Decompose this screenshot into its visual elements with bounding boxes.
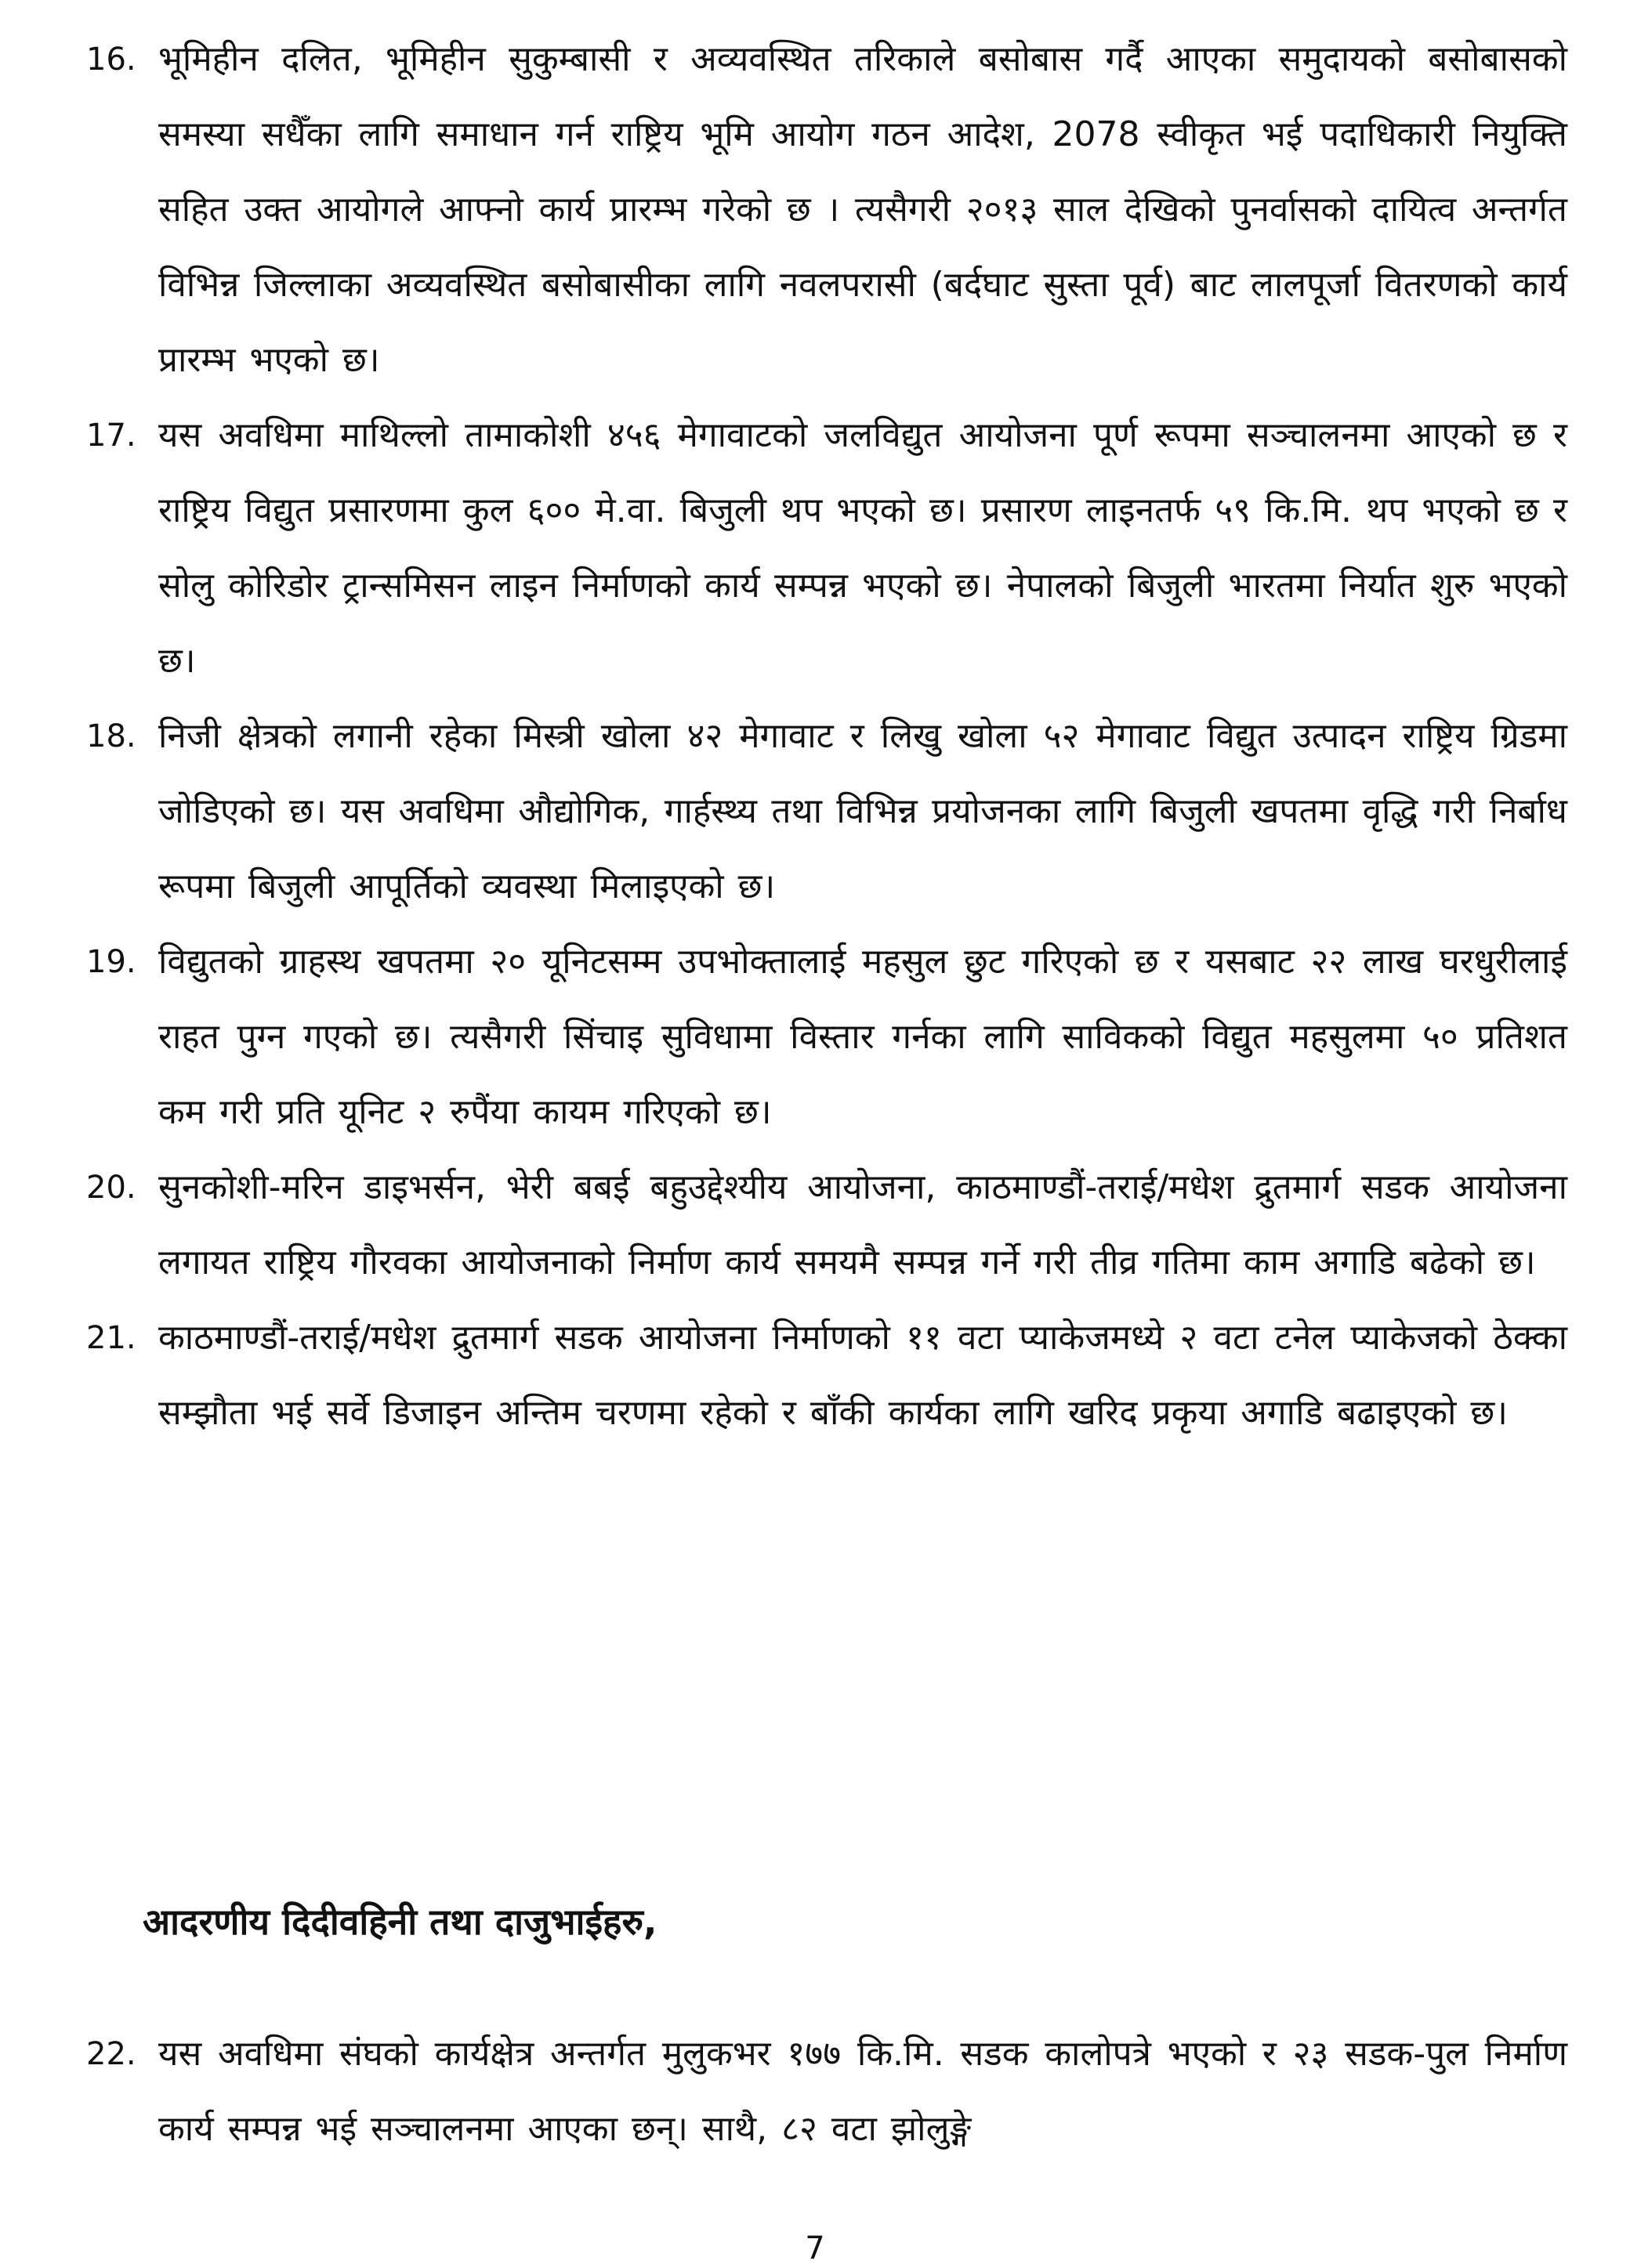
paragraph-text: काठमाण्डौं-तराई/मधेश द्रुतमार्ग सडक आयोजना निर्माणको ११ वटा प्याकेजमध्ये २ वटा टनेल प्याकेजको ठेक्का सम्झौता भई सर्वे डिजाइन अन्तिम चरणमा रहेको र बाँकी कार्यका लागि खरिद प्रकृया अगाडि बढाइएको छ। xyxy=(158,1318,1567,1433)
page-number: 7 xyxy=(805,2230,825,2266)
paragraph-number: 22. xyxy=(86,2036,136,2072)
paragraph-20 xyxy=(86,1150,1567,1300)
paragraph-number: 17. xyxy=(86,418,136,454)
paragraph-18 xyxy=(86,699,1567,924)
paragraph-text: यस अवधिमा संघको कार्यक्षेत्र अन्तर्गत मुलुकभर १७७ कि.मि. सडक कालोपत्रे भएको र २३ सडक-पुल निर्माण कार्य सम्पन्न भई सञ्चालनमा आएका छन्। साथै, ८२ वटा झोलुङ्गे xyxy=(158,2034,1567,2149)
paragraph-text: यस अवधिमा माथिल्लो तामाकोशी ४५६ मेगावाटको जलविद्युत आयोजना पूर्ण रूपमा सञ्चालनमा आएको छ र राष्ट्रिय विद्युत प्रसारणमा कुल ६०० मे.वा. बिजुली थप भएको छ। प्रसारण लाइनतर्फ ५९ कि.मि. थप भएको छ र सोलु कोरिडोर ट्रान्समिसन लाइन निर्माणको कार्य सम्पन्न भएको छ। नेपालको बिजुली भारतमा निर्यात शुरु भएको छ। xyxy=(158,415,1567,681)
paragraph-text: सुनकोशी-मरिन डाइभर्सन, भेरी बबई बहुउद्देश्यीय आयोजना, काठमाण्डौं-तराई/मधेश द्रुतमार्ग सडक आयोजना लगायत राष्ट्रिय गौरवका आयोजनाको निर्माण कार्य समयमै सम्पन्न गर्ने गरी तीव्र गतिमा काम अगाडि बढेको छ। xyxy=(158,1167,1567,1282)
paragraph-16 xyxy=(86,22,1567,398)
paragraph-number: 19. xyxy=(86,944,136,980)
paragraph-17 xyxy=(86,398,1567,699)
paragraph-number: 20. xyxy=(86,1170,136,1206)
paragraph-text: निजी क्षेत्रको लगानी रहेका मिस्त्री खोला ४२ मेगावाट र लिखु खोला ५२ मेगावाट विद्युत उत्पादन राष्ट्रिय ग्रिडमा जोडिएको छ। यस अवधिमा औद्योगिक, गार्हस्थ्य तथा विभिन्न प्रयोजनका लागि बिजुली खपतमा वृद्धि गरी निर्बाध रूपमा बिजुली आपूर्तिको व्यवस्था मिलाइएको छ। xyxy=(158,716,1567,906)
paragraph-text: विद्युतको ग्राहस्थ खपतमा २० यूनिटसम्म उपभोक्तालाई महसुल छुट गरिएको छ र यसबाट २२ लाख घरधुरीलाई राहत पुग्न गएको छ। त्यसैगरी सिंचाइ सुविधामा विस्तार गर्नका लागि साविकको विद्युत महसुलमा ५० प्रतिशत कम गरी प्रति यूनिट २ रुपैंया कायम गरिएको छ। xyxy=(158,942,1567,1132)
numbered-paragraph-list-continued xyxy=(86,2017,1567,2167)
paragraph-text: भूमिहीन दलित, भूमिहीन सुकुम्बासी र अव्यवस्थित तरिकाले बसोबास गर्दै आएका समुदायको बसोबासको समस्या सधैँका लागि समाधान गर्न राष्ट्रिय भूमि आयोग गठन आदेश, 2078 स्वीकृत भई पदाधिकारी नियुक्ति सहित उक्त आयोगले आफ्नो कार्य प्रारम्भ गरेको छ । त्यसैगरी २०१३ साल देखिको पुनर्वासको दायित्व अन्तर्गत विभिन्न जिल्लाका अव्यवस्थित बसोबासीका लागि नवलपरासी (बर्दघाट सुस्ता पूर्व) बाट लालपूर्जा वितरणको कार्य प्रारम्भ भएको छ। xyxy=(158,39,1567,380)
paragraph-number: 18. xyxy=(86,718,136,754)
paragraph-22 xyxy=(86,2017,1567,2167)
paragraph-19 xyxy=(86,924,1567,1150)
paragraph-21 xyxy=(86,1300,1567,1451)
numbered-paragraph-list xyxy=(86,22,1567,1451)
paragraph-number: 16. xyxy=(86,42,136,78)
paragraph-number: 21. xyxy=(86,1320,136,1356)
section-salutation-heading: आदरणीय दिदीवहिनी तथा दाजुभाईहरु, xyxy=(143,1901,657,1943)
